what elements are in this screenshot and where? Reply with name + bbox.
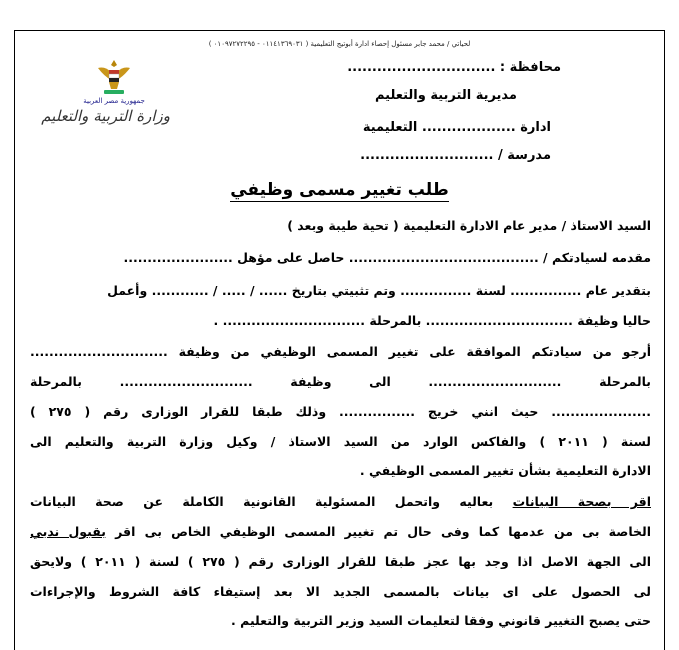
ministry-logo [41, 58, 170, 150]
addressee-line: السيد الاستاذ / مدير عام الادارة التعليمية ( تحية طيبة وبعد ) [287, 218, 651, 233]
school-line: مدرسة / ........................... [360, 148, 551, 163]
stage-line: بالمرحلة ............................ الى وظيفة ............................ بالمرحلة [30, 374, 651, 389]
contact-line: لحياتي / محمد جابر مسئول إحصاء ادارة أبوتيج التعليمية ( ٠١١٤١٣٦٩٠٣١ - ٠١٠٩٧٢٧٢٢٩٥ ) [208, 40, 471, 48]
declaration-line-5: حتى يصبح التغيير قانوني وفقا لتعليمات السيد وزير التربية والتعليم . [231, 613, 651, 628]
declaration-line-1 [30, 494, 651, 509]
administration-subject-line: الادارة التعليمية بشأن تغيير المسمى الوظيفي . [359, 463, 651, 478]
governorate-line: محافظة : .............................. [347, 60, 561, 75]
declaration-line-2-text: الخاصة بى من عدمها كما وفى حال تم تغيير المسمى الوظيفي الخاص بى اقر [115, 524, 651, 539]
logo-caption: جمهورية مصر العربية [83, 97, 145, 105]
grade-line: بتقدير عام ............... لسنة ............... وتم تثبيتي بتاريخ ...... / ..... / ............ وأعمل [107, 283, 651, 298]
secondment-acceptance: بقبول ندبي [30, 524, 106, 539]
declaration-line-1-rest: بعاليه واتحمل المسئولية القانونية الكاملة عن صحة البيانات [30, 494, 494, 509]
request-line: أرجو من سيادتكم الموافقة على تغيير المسمى الوظيفي من وظيفة ............................. [30, 344, 651, 359]
directorate-line: مديرية التربية والتعليم [374, 88, 517, 103]
declaration-lead: اقر بصحة البيانات [512, 494, 651, 509]
ministry-name: وزارة التربية والتعليم [41, 107, 170, 125]
administration-line: ادارة ................... التعليمية [362, 120, 551, 135]
declaration-line-4: لى الحصول على اى بيانات بالمسمى الجديد الا بعد إستيفاء كافة الشروط والإجراءات [30, 584, 651, 599]
year-fax-line: لسنة ( ٢٠١١ ) والفاكس الوارد من السيد الاستاذ / وكيل وزارة التربية والتعليم الى [30, 434, 651, 449]
declaration-line-2 [30, 524, 651, 539]
current-job-line: حاليا وظيفة ............................... بالمرحلة .............................. . [213, 313, 651, 328]
applicant-line: مقدمه لسيادتكم / ........................................ حاصل على مؤهل ....................... [123, 250, 651, 265]
page-title-text: طلب تغيير مسمى وظيفي [230, 180, 449, 200]
graduate-line: ..................... حيث انني خريج ................ وذلك طبقا للقرار الوزارى رقم ( ٢٧٥ ) [30, 404, 651, 419]
declaration-line-3: الى الجهة الاصل اذا وجد بها عجز طبقا للقرار الوزارى رقم ( ٢٧٥ ) لسنة ( ٢٠١١ ) ولايحق [30, 554, 651, 569]
eagle-emblem-icon [96, 58, 132, 96]
page-title [0, 180, 679, 200]
